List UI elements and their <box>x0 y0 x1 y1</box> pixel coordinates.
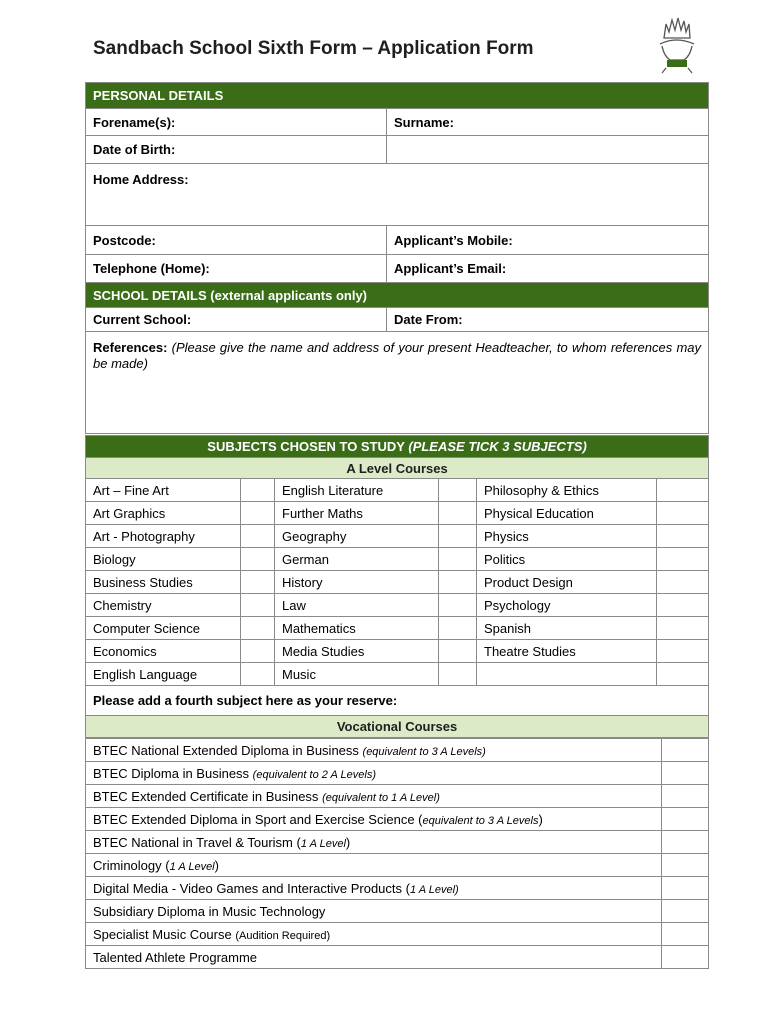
course-name: Digital Media - Video Games and Interactive Products ( <box>93 880 410 896</box>
personal-school-table <box>85 82 709 434</box>
subject-label: Physical Education <box>477 502 657 525</box>
subject-label: Spanish <box>477 617 657 640</box>
subject-tick-box[interactable] <box>657 640 709 663</box>
surname-label: Surname: <box>394 114 454 130</box>
subject-tick-box[interactable] <box>657 594 709 617</box>
subject-label: Geography <box>275 525 439 548</box>
course-tick-box[interactable] <box>662 739 709 762</box>
subject-label: Art Graphics <box>86 502 241 525</box>
subjects-header-main: SUBJECTS CHOSEN TO STUDY <box>207 439 409 454</box>
subject-label: Music <box>275 663 439 686</box>
subject-label: Computer Science <box>86 617 241 640</box>
postcode-label: Postcode: <box>93 232 156 248</box>
references-note: (Please give the name and address of your present Headteacher, to whom references may be made) <box>93 340 702 371</box>
references-label: References: <box>93 340 168 355</box>
subject-tick-box[interactable] <box>241 479 275 502</box>
subject-label: Further Maths <box>275 502 439 525</box>
a-level-header: A Level Courses <box>86 458 709 479</box>
subject-tick-box[interactable] <box>241 548 275 571</box>
subject-label: Law <box>275 594 439 617</box>
dob-field[interactable] <box>86 136 387 164</box>
course-name: BTEC National Extended Diploma in Business <box>93 742 363 758</box>
vocational-course <box>86 762 662 785</box>
telephone-field[interactable] <box>86 255 387 283</box>
subject-tick-box[interactable] <box>439 640 477 663</box>
school-details-header: SCHOOL DETAILS (external applicants only) <box>86 283 709 308</box>
course-note: equivalent to 3 A Levels <box>422 814 539 827</box>
subject-label: Economics <box>86 640 241 663</box>
subject-tick-box[interactable] <box>657 548 709 571</box>
course-tick-box[interactable] <box>662 808 709 831</box>
subjects-header <box>86 436 709 458</box>
vocational-course <box>86 946 662 969</box>
subject-tick-box[interactable] <box>439 479 477 502</box>
subject-tick-box[interactable] <box>241 571 275 594</box>
subject-tick-box[interactable] <box>439 571 477 594</box>
date-from-label: Date From: <box>394 312 463 327</box>
subject-label: Physics <box>477 525 657 548</box>
course-note: 1 A Level <box>169 860 215 873</box>
subject-tick-box[interactable] <box>439 502 477 525</box>
subject-tick-box[interactable] <box>657 663 709 686</box>
subject-tick-box[interactable] <box>657 502 709 525</box>
course-note-close: ) <box>214 857 219 873</box>
school-crest-icon <box>650 16 702 74</box>
vocational-course <box>86 808 662 831</box>
email-field[interactable] <box>387 255 709 283</box>
course-note: (equivalent to 2 A Levels) <box>252 768 376 781</box>
personal-details-header: PERSONAL DETAILS <box>86 83 709 109</box>
subject-tick-box[interactable] <box>439 548 477 571</box>
course-note: (equivalent to 1 A Level) <box>322 791 440 804</box>
subject-label: Politics <box>477 548 657 571</box>
home-address-label: Home Address: <box>93 172 189 187</box>
course-name: Specialist Music Course <box>93 926 236 942</box>
dob-blank-cell <box>387 136 709 164</box>
course-tick-box[interactable] <box>662 785 709 808</box>
course-tick-box[interactable] <box>662 923 709 946</box>
subject-tick-box[interactable] <box>439 663 477 686</box>
subject-tick-box[interactable] <box>657 479 709 502</box>
subject-label: Art – Fine Art <box>86 479 241 502</box>
course-tick-box[interactable] <box>662 946 709 969</box>
telephone-label: Telephone (Home): <box>93 261 210 276</box>
references-field[interactable] <box>86 332 709 434</box>
subject-label: History <box>275 571 439 594</box>
course-name: Subsidiary Diploma in Music Technology <box>93 903 326 919</box>
subject-tick-box[interactable] <box>439 525 477 548</box>
subject-tick-box[interactable] <box>241 617 275 640</box>
course-name: BTEC Extended Certificate in Business <box>93 788 323 804</box>
subject-tick-box[interactable] <box>439 594 477 617</box>
subject-label: Chemistry <box>86 594 241 617</box>
current-school-label: Current School: <box>93 312 192 327</box>
vocational-course <box>86 877 662 900</box>
course-tick-box[interactable] <box>662 762 709 785</box>
subject-tick-box[interactable] <box>241 594 275 617</box>
course-name: BTEC Diploma in Business <box>93 765 253 781</box>
subject-tick-box[interactable] <box>657 525 709 548</box>
subject-label: Art - Photography <box>86 525 241 548</box>
course-name: BTEC National in Travel & Tourism ( <box>93 834 301 850</box>
vocational-course <box>86 739 662 762</box>
home-address-field[interactable] <box>86 164 709 226</box>
course-note-close: ) <box>345 834 351 850</box>
subject-label: Mathematics <box>275 617 439 640</box>
vocational-course <box>86 900 662 923</box>
course-name: Criminology ( <box>93 857 170 873</box>
postcode-field[interactable] <box>86 226 387 255</box>
subjects-header-note: (PLEASE TICK 3 SUBJECTS) <box>408 439 587 454</box>
subject-label: Business Studies <box>86 571 241 594</box>
mobile-label: Applicant’s Mobile: <box>394 232 513 248</box>
subject-tick-box[interactable] <box>241 525 275 548</box>
current-school-field[interactable] <box>86 308 387 332</box>
vocational-course <box>86 785 662 808</box>
course-name: BTEC Extended Diploma in Sport and Exercise Science ( <box>93 811 423 827</box>
subject-tick-box[interactable] <box>241 640 275 663</box>
date-from-field[interactable] <box>387 308 709 332</box>
course-note: (Audition Required) <box>235 929 331 942</box>
reserve-subject-label: Please add a fourth subject here as your reserve: <box>93 693 398 708</box>
vocational-course <box>86 923 662 946</box>
course-note: (equivalent to 3 A Levels) <box>362 745 486 758</box>
page-title: Sandbach School Sixth Form – Application Form <box>93 38 534 59</box>
course-tick-box[interactable] <box>662 900 709 923</box>
subject-label: Philosophy & Ethics <box>477 479 657 502</box>
subject-label-empty <box>477 663 657 686</box>
course-name: Talented Athlete Programme <box>93 949 258 965</box>
forename-field[interactable] <box>86 109 387 136</box>
subject-label: German <box>275 548 439 571</box>
subject-tick-box[interactable] <box>439 617 477 640</box>
subject-label: English Language <box>86 663 241 686</box>
subject-tick-box[interactable] <box>657 571 709 594</box>
dob-label: Date of Birth: <box>93 142 176 157</box>
vocational-course <box>86 854 662 877</box>
vocational-table <box>85 738 709 969</box>
reserve-subject-field[interactable] <box>86 686 709 716</box>
subject-label: Media Studies <box>275 640 439 663</box>
vocational-course <box>86 831 662 854</box>
subject-label: Psychology <box>477 594 657 617</box>
subject-tick-box[interactable] <box>657 617 709 640</box>
course-note-close: ) <box>538 811 543 827</box>
email-label: Applicant’s Email: <box>394 261 507 276</box>
forename-label: Forename(s): <box>93 114 176 130</box>
mobile-field[interactable] <box>387 226 709 255</box>
course-note: 1 A Level <box>300 837 346 850</box>
subject-tick-box[interactable] <box>241 502 275 525</box>
subject-label: Biology <box>86 548 241 571</box>
subjects-table <box>85 435 709 738</box>
vocational-header: Vocational Courses <box>86 716 709 738</box>
subject-label: Theatre Studies <box>477 640 657 663</box>
surname-field[interactable] <box>387 109 709 136</box>
course-note: 1 A Level) <box>409 883 459 896</box>
subject-label: English Literature <box>275 479 439 502</box>
subject-label: Product Design <box>477 571 657 594</box>
course-tick-box[interactable] <box>662 831 709 854</box>
course-tick-box[interactable] <box>662 877 709 900</box>
subject-tick-box[interactable] <box>241 663 275 686</box>
course-tick-box[interactable] <box>662 854 709 877</box>
